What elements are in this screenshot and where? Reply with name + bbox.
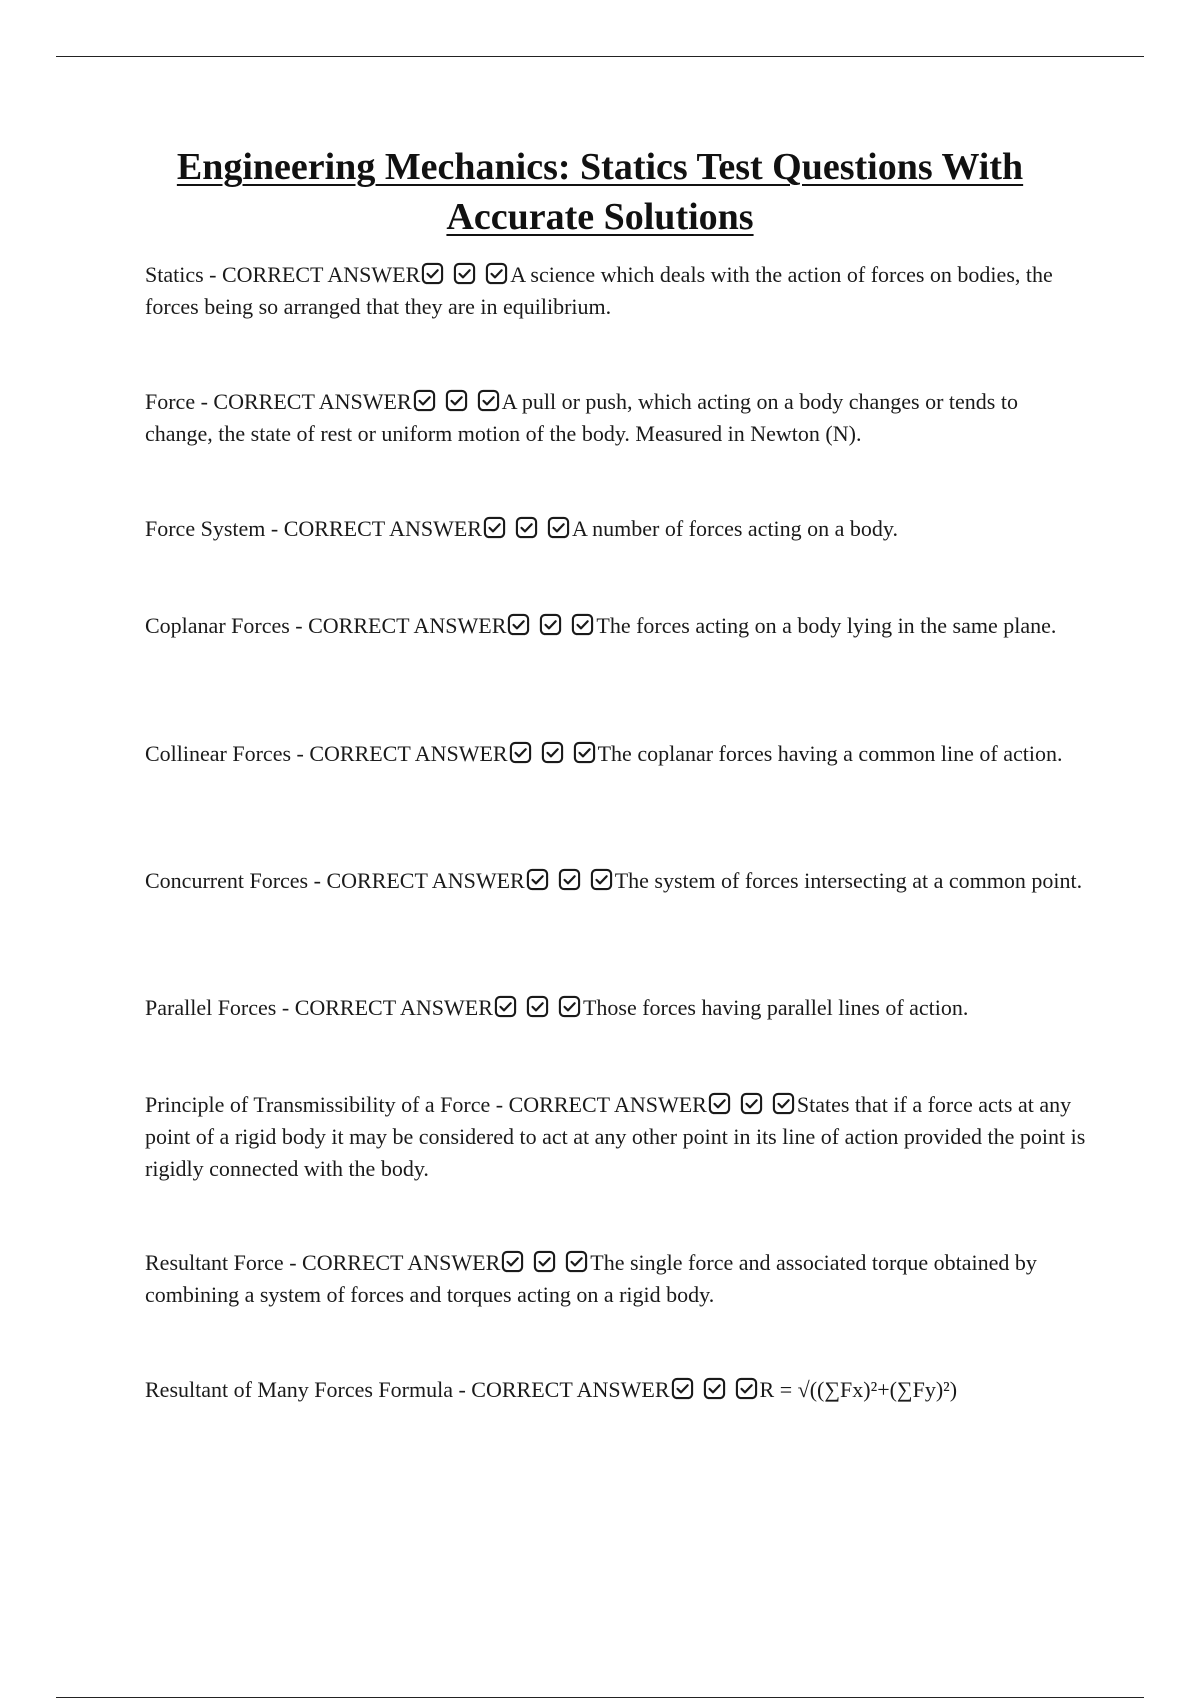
qa-term: Force System <box>145 516 266 541</box>
qa-term: Coplanar Forces <box>145 613 290 638</box>
checkbox-checked-icon <box>590 868 613 891</box>
checkbox-checked-icon <box>421 262 444 285</box>
bottom-rule <box>56 1697 1144 1698</box>
checkbox-checked-icon <box>445 389 468 412</box>
checkbox-checked-icon <box>453 262 476 285</box>
checkbox-checked-icon <box>501 1250 524 1273</box>
checkbox-checked-icon <box>565 1250 588 1273</box>
check-icons <box>526 868 613 891</box>
correct-answer-label: CORRECT ANSWER <box>508 1092 707 1117</box>
qa-term: Statics <box>145 262 204 287</box>
correct-answer-label: CORRECT ANSWER <box>294 995 493 1020</box>
qa-term: Principle of Transmissibility of a Force <box>145 1092 491 1117</box>
check-icons <box>483 516 570 539</box>
checkbox-checked-icon <box>485 262 508 285</box>
checkbox-checked-icon <box>708 1092 731 1115</box>
check-icons <box>494 995 581 1018</box>
qa-item <box>145 259 1090 323</box>
checkbox-checked-icon <box>558 995 581 1018</box>
qa-term: Parallel Forces <box>145 995 277 1020</box>
qa-item <box>145 386 1090 450</box>
qa-separator: - <box>308 868 327 893</box>
check-icons <box>413 389 500 412</box>
checkbox-checked-icon <box>740 1092 763 1115</box>
qa-item <box>145 1089 1090 1185</box>
qa-term: Resultant of Many Forces Formula <box>145 1377 453 1402</box>
qa-separator: - <box>283 1250 303 1275</box>
qa-answer: The forces acting on a body lying in the same plane. <box>596 613 1057 638</box>
qa-answer: The single force and associated torque obtained by combining a system of forces and torques acting on a rigid body. <box>145 1250 1037 1307</box>
correct-answer-label: CORRECT ANSWER <box>471 1377 670 1402</box>
qa-item <box>145 865 1090 897</box>
qa-answer: A pull or push, which acting on a body changes or tends to change, the state of rest or uniform motion of the body. Measured in Newton (N). <box>145 389 1018 446</box>
correct-answer-label: CORRECT ANSWER <box>302 1250 501 1275</box>
checkbox-checked-icon <box>547 516 570 539</box>
qa-term: Concurrent Forces <box>145 868 309 893</box>
qa-item <box>145 610 1090 642</box>
checkbox-checked-icon <box>483 516 506 539</box>
qa-separator: - <box>490 1092 509 1117</box>
checkbox-checked-icon <box>772 1092 795 1115</box>
qa-term: Resultant Force <box>145 1250 284 1275</box>
qa-separator: - <box>289 613 309 638</box>
qa-term: Force <box>145 389 196 414</box>
check-icons <box>421 262 508 285</box>
checkbox-checked-icon <box>541 741 564 764</box>
correct-answer-label: CORRECT ANSWER <box>326 868 525 893</box>
qa-answer: The system of forces intersecting at a common point. <box>614 868 1083 893</box>
document-title: Engineering Mechanics: Statics Test Questions With Accurate Solutions <box>176 146 1024 238</box>
check-icons <box>501 1250 588 1273</box>
correct-answer-label: CORRECT ANSWER <box>213 389 412 414</box>
qa-answer: States that if a force acts at any point of a rigid body it may be considered to act at any other point in its line of action provided the point is rigidly connected with the body. <box>145 1092 1086 1181</box>
checkbox-checked-icon <box>671 1377 694 1400</box>
checkbox-checked-icon <box>533 1250 556 1273</box>
checkbox-checked-icon <box>413 389 436 412</box>
checkbox-checked-icon <box>494 995 517 1018</box>
checkbox-checked-icon <box>539 613 562 636</box>
qa-term: Collinear Forces <box>145 741 292 766</box>
qa-item <box>145 513 1090 545</box>
qa-separator: - <box>452 1377 472 1402</box>
checkbox-checked-icon <box>571 613 594 636</box>
checkbox-checked-icon <box>558 868 581 891</box>
qa-separator: - <box>203 262 222 287</box>
top-rule <box>56 56 1144 57</box>
qa-item <box>145 1247 1090 1311</box>
check-icons <box>507 613 594 636</box>
qa-separator: - <box>265 516 284 541</box>
correct-answer-label: CORRECT ANSWER <box>308 613 507 638</box>
qa-separator: - <box>195 389 214 414</box>
correct-answer-label: CORRECT ANSWER <box>283 516 482 541</box>
qa-answer: The coplanar forces having a common line of action. <box>597 741 1063 766</box>
checkbox-checked-icon <box>703 1377 726 1400</box>
qa-separator: - <box>291 741 310 766</box>
correct-answer-label: CORRECT ANSWER <box>309 741 508 766</box>
qa-answer: R = √((∑Fx)²+(∑Fy)²) <box>759 1377 958 1402</box>
qa-item <box>145 1374 1090 1406</box>
qa-answer: A science which deals with the action of forces on bodies, the forces being so arranged that they are in equilibrium. <box>145 262 1053 319</box>
checkbox-checked-icon <box>477 389 500 412</box>
checkbox-checked-icon <box>507 613 530 636</box>
check-icons <box>708 1092 795 1115</box>
checkbox-checked-icon <box>526 995 549 1018</box>
checkbox-checked-icon <box>735 1377 758 1400</box>
correct-answer-label: CORRECT ANSWER <box>222 262 421 287</box>
check-icons <box>671 1377 758 1400</box>
qa-item <box>145 738 1090 770</box>
checkbox-checked-icon <box>526 868 549 891</box>
checkbox-checked-icon <box>515 516 538 539</box>
qa-answer: Those forces having parallel lines of action. <box>582 995 969 1020</box>
checkbox-checked-icon <box>573 741 596 764</box>
qa-item <box>145 992 1090 1024</box>
qa-answer: A number of forces acting on a body. <box>571 516 899 541</box>
qa-separator: - <box>276 995 295 1020</box>
checkbox-checked-icon <box>509 741 532 764</box>
check-icons <box>509 741 596 764</box>
